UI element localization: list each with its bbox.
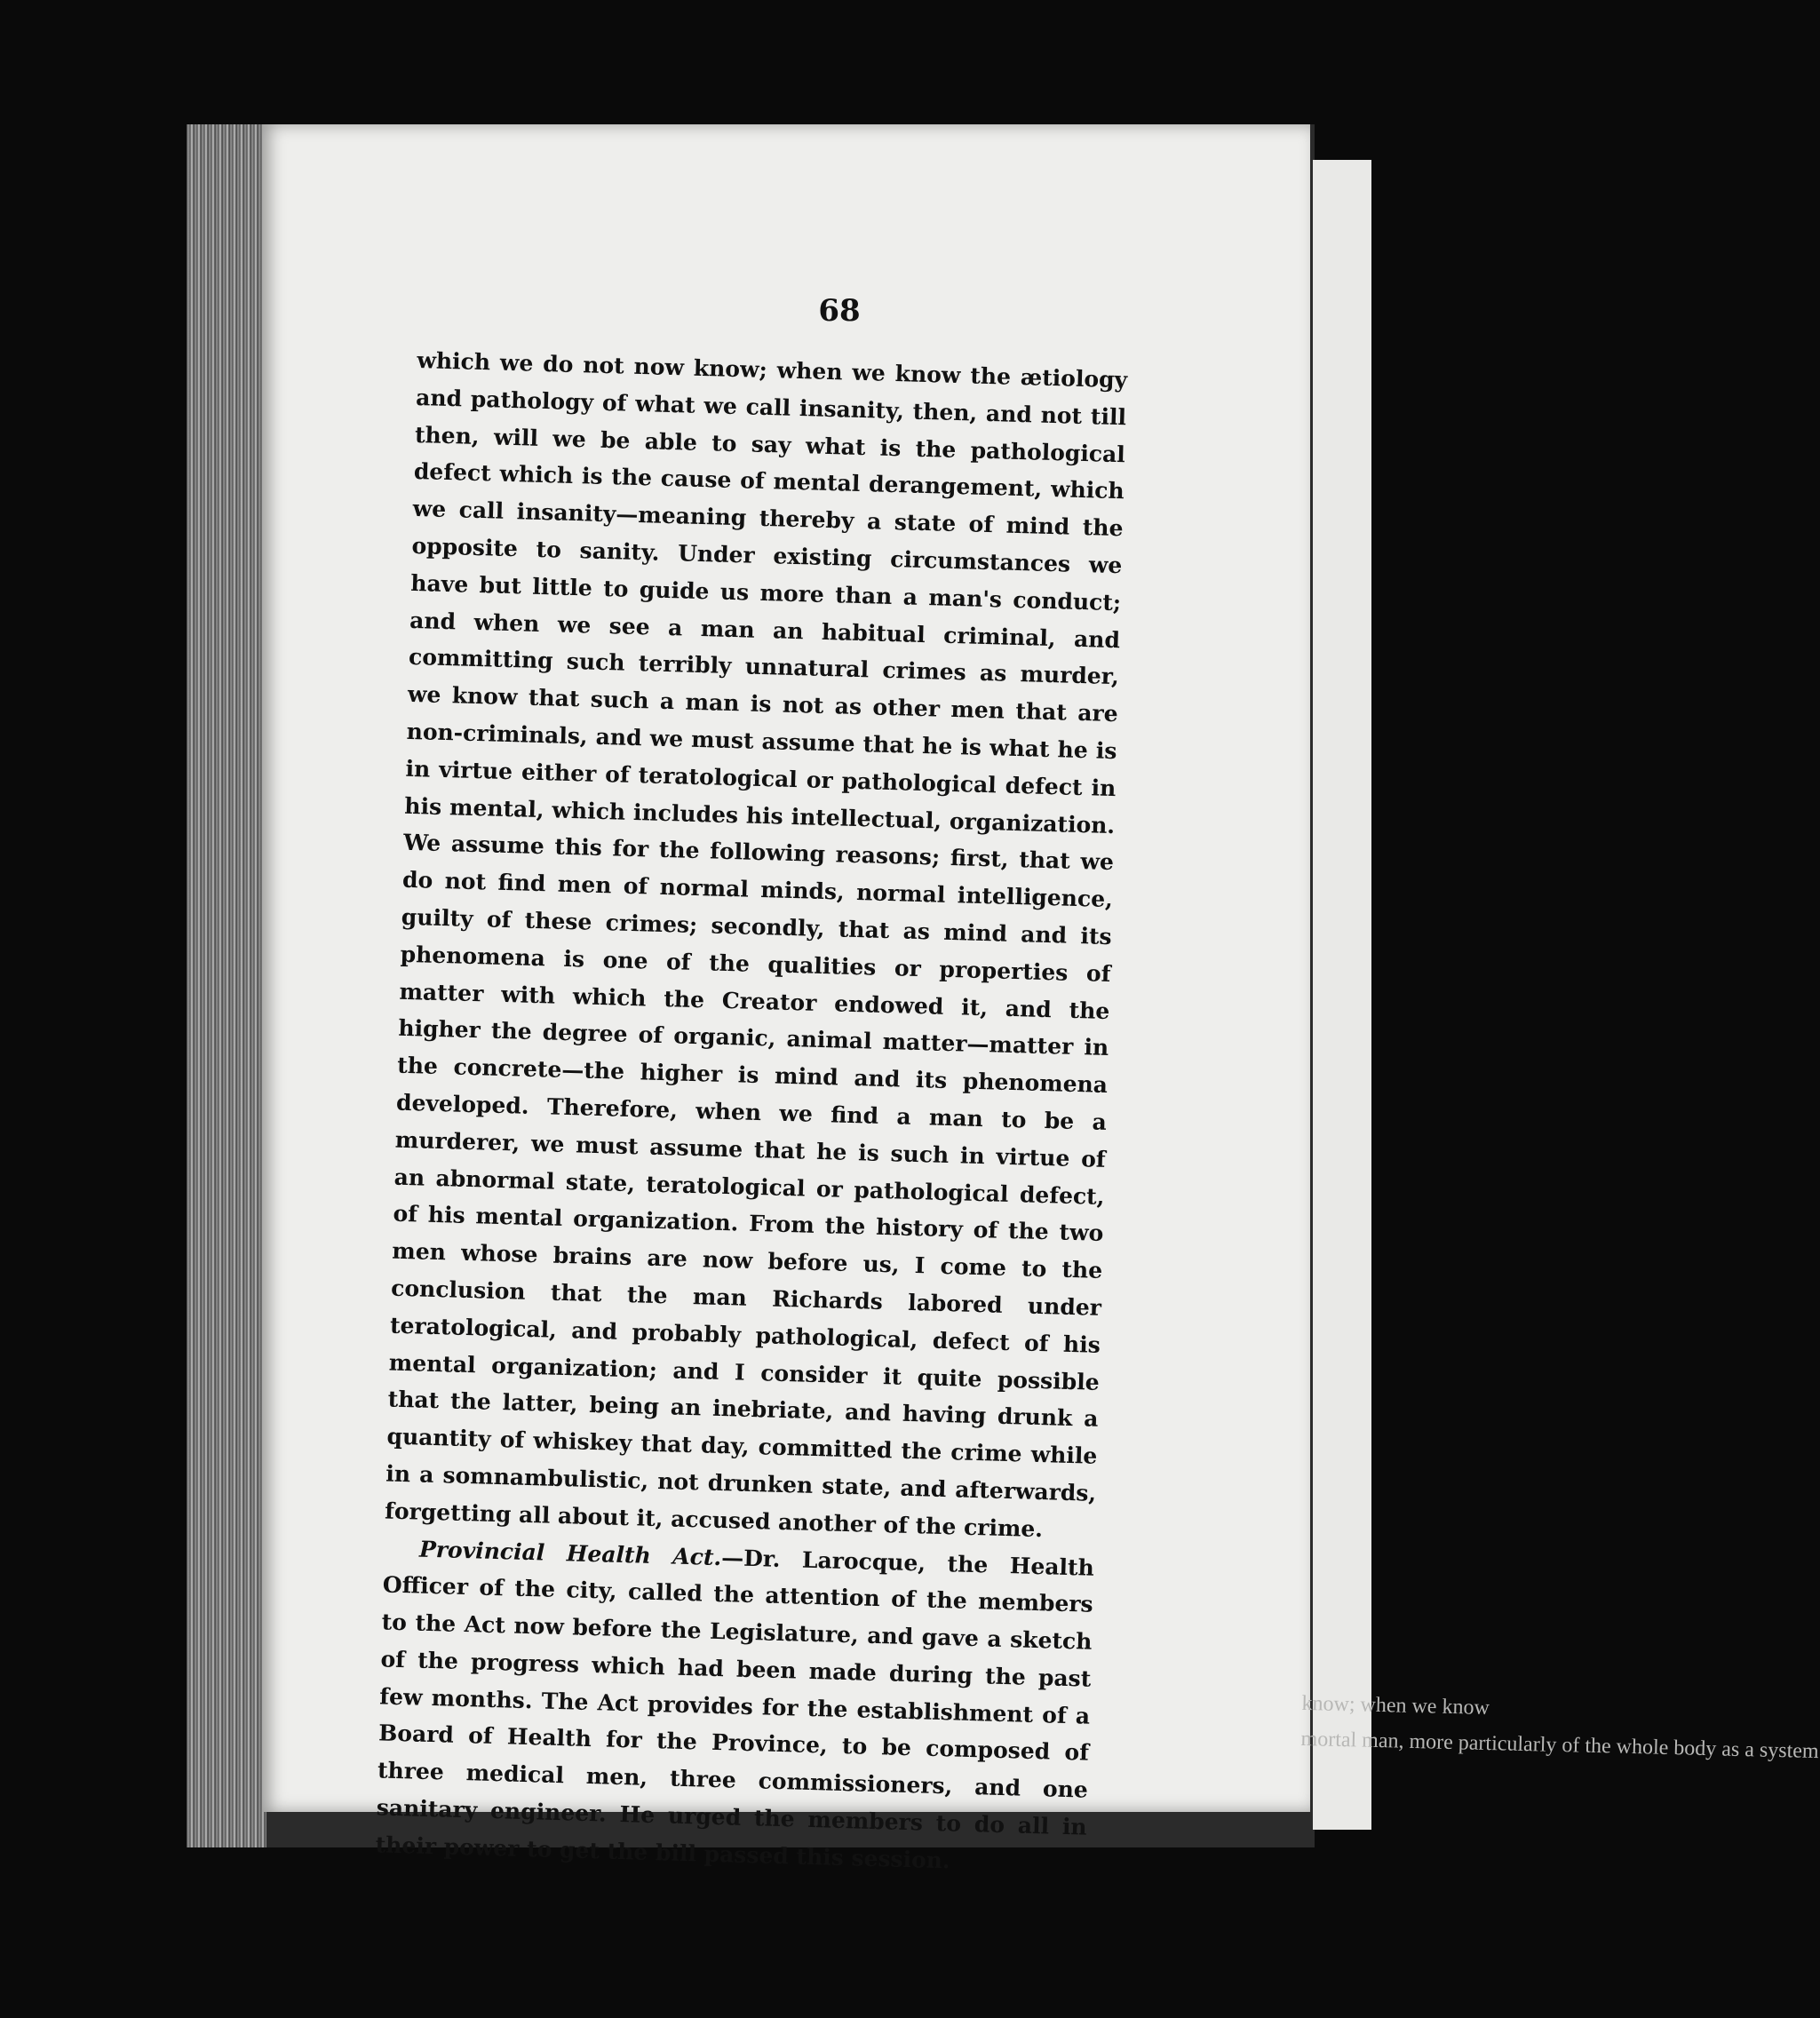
body-text bbox=[375, 342, 1128, 1883]
paragraph-2-text: —Dr. Larocque, the Health Officer of the city, called the attention of the members to the Act now before the Legislature, and gave a sketch of the progress which had been made during the past few months. The Act provides for the establishment of a Board of Health for the Province, to be composed of three medical men, three commissioners, and one sanitary engineer. He urged the members to do all in their power to get the bill passed this session. bbox=[375, 1544, 1095, 1874]
paragraph-2 bbox=[375, 1529, 1094, 1883]
paragraph-1: which we do not now know; when we know the ætiology and pathology of what we call insanity, then, and not till then, will we be able to say what is the pathological defect which is the cause of mental derangement, which we call insanity—meaning thereby a state of mind the opposite to sanity. Under existing circumstances we have but little to guide us more than a man's conduct; and when we see a man an habitual criminal, and committing such terribly unnatural crimes as murder, we know that such a man is not as other men that are non-criminals, and we must assume that he is what he is in virtue either of teratological or pathological defect in his mental, which includes his intellectual, organization. We assume this for the following reasons; first, that we do not find men of normal minds, normal intelligence, guilty of these crimes; secondly, that as mind and its phenomena is one of the qualities or properties of matter with which the Creator endowed it, and the higher the degree of organic, animal matter—matter in the concrete—the higher is mind and its phenomena developed. Therefore, when we find a man to be a murderer, we must assume that he is such in virtue of an abnormal state, teratological or pathological defect, of his mental organization. From the history of the two men whose brains are now before us, I come to the conclusion that the man Richards labored under teratological, and probably pathological, defect of his mental organization; and I consider it quite possible that the latter, being an inebriate, and having drunk a quantity of whiskey that day, committed the crime while in a somnambulistic, not drunken state, and afterwards, forgetting all about it, accused another of the crime. bbox=[384, 346, 1128, 1542]
facing-page-edge bbox=[1313, 160, 1371, 1830]
section-heading: Provincial Health Act. bbox=[418, 1536, 722, 1570]
book-page bbox=[262, 124, 1819, 1874]
bleed-line-1: know; when we know bbox=[1301, 1691, 1490, 1720]
bleed-through-text bbox=[1300, 1686, 1820, 1769]
bleed-line-2: mortal man, more particularly of the whole body as a system bbox=[1300, 1727, 1819, 1764]
page-edges bbox=[187, 124, 266, 1847]
page-number: 68 bbox=[818, 293, 861, 329]
